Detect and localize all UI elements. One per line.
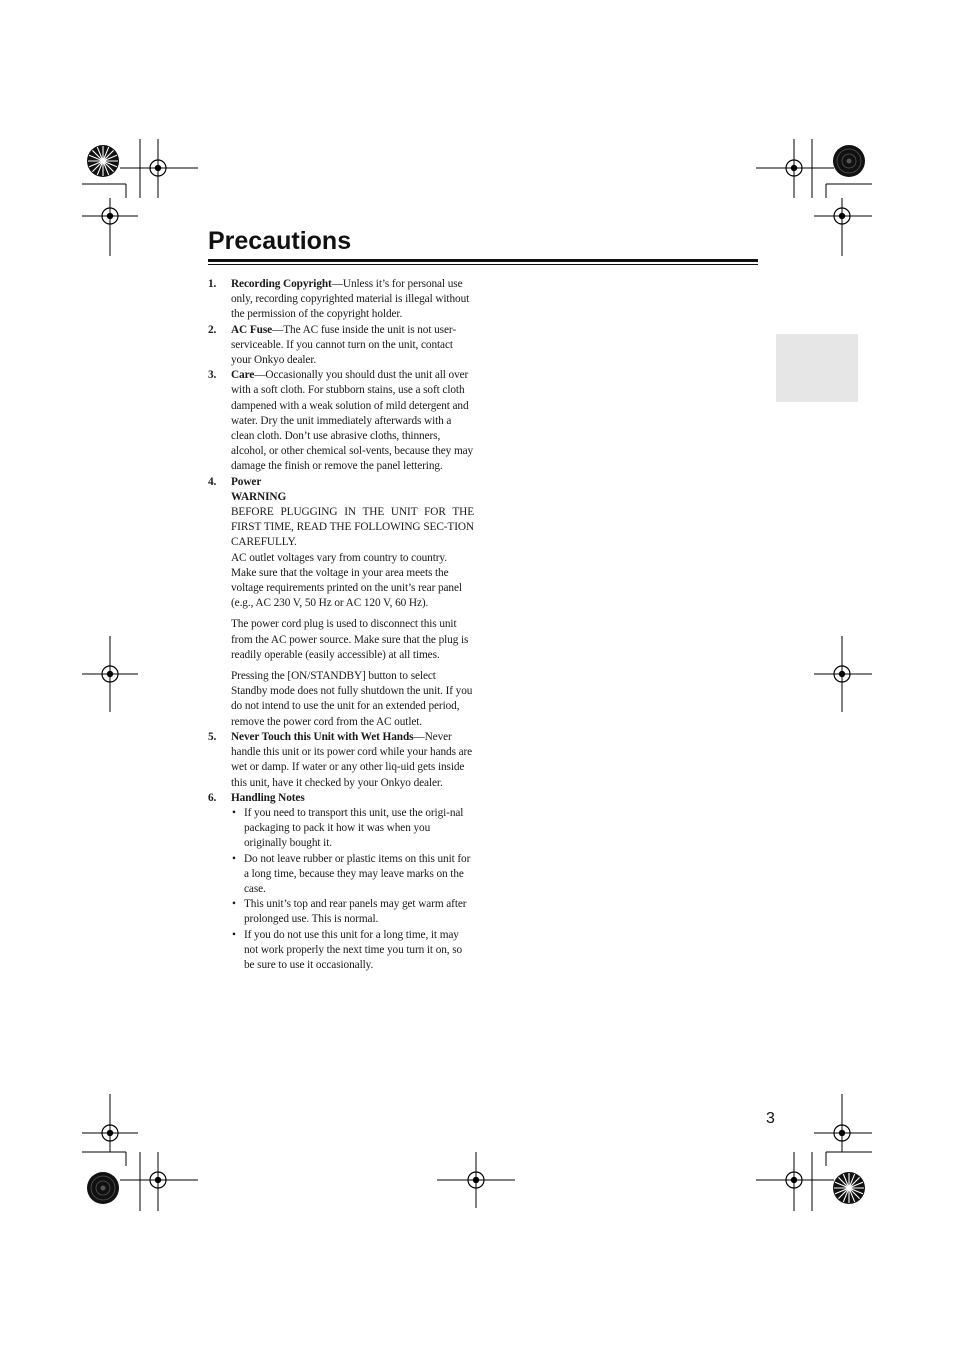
item-number: 5. bbox=[208, 730, 217, 743]
item-title: Handling Notes bbox=[231, 791, 305, 804]
page-title: Precautions bbox=[208, 227, 352, 255]
list-item bbox=[208, 368, 474, 474]
item-title: AC Fuse bbox=[231, 323, 273, 336]
page-number: 3 bbox=[766, 1110, 775, 1127]
bullet-item: • If you do not use this unit for a long time, it may not work properly the next time you turn it on, so be sure to use it occasionally. bbox=[231, 928, 474, 974]
bullet-item: • If you need to transport this unit, use the origi-nal packaging to pack it how it was when you originally bought it. bbox=[231, 806, 474, 852]
item-title: Recording Copyright bbox=[231, 278, 332, 290]
item-number: 1. bbox=[208, 278, 217, 290]
list-item bbox=[208, 323, 474, 369]
power-paragraph: Pressing the [ON/STANDBY] button to select Standby mode does not fully shutdown the unit. If you do not intend to use the unit for an extended period, remove the power cord from the AC outlet. bbox=[231, 670, 473, 728]
item-title: Never Touch this Unit with Wet Hands bbox=[231, 730, 414, 743]
precautions-list bbox=[208, 277, 474, 973]
item-number: 4. bbox=[208, 475, 217, 488]
bullet-item: • Do not leave rubber or plastic items on this unit for a long time, because they may leave marks on the case. bbox=[231, 852, 474, 898]
item-text: —Occasionally you should dust the unit all over with a soft cloth. For stubborn stains, use a soft cloth dampened with a weak solution of mild detergent and water. Dry the unit immediately afterwards with a clean cloth. Don’t use abrasive cloths, thinners, alcohol, or other chemical sol-vents, because they may damage the finish or remove the panel lettering. bbox=[231, 369, 474, 473]
side-tab bbox=[776, 334, 858, 402]
list-item bbox=[208, 730, 474, 791]
warning-text: BEFORE PLUGGING IN THE UNIT FOR THE FIRST TIME, READ THE FOLLOWING SEC-TION CAREFULLY. bbox=[231, 506, 474, 549]
item-text: —The AC fuse inside the unit is not user-serviceable. If you cannot turn on the unit, contact your Onkyo dealer. bbox=[231, 323, 456, 367]
bullet-item: • This unit’s top and rear panels may get warm after prolonged use. This is normal. bbox=[231, 897, 474, 927]
item-text: —Unless it’s for personal use only, recording copyrighted material is illegal without the permission of the copyright holder. bbox=[231, 278, 470, 321]
list-item bbox=[208, 475, 474, 730]
title-rule-thick bbox=[208, 259, 758, 262]
power-paragraph: The power cord plug is used to disconnect this unit from the AC power source. Make sure that the plug is readily operable (easily accessible) at all times. bbox=[231, 618, 469, 661]
list-item bbox=[208, 277, 474, 323]
item-number: 2. bbox=[208, 323, 217, 336]
item-number: 3. bbox=[208, 369, 217, 382]
title-rule-thin bbox=[208, 264, 758, 265]
power-paragraph: AC outlet voltages vary from country to country. Make sure that the voltage in your area meets the voltage requirements printed on the unit’s rear panel (e.g., AC 230 V, 50 Hz or AC 120 V, 60 Hz). bbox=[231, 551, 462, 610]
item-title: Power bbox=[231, 475, 262, 488]
item-title: Care bbox=[231, 369, 255, 382]
item-text: —Never handle this unit or its power cord while your hands are wet or damp. If water or any other liq-uid gets inside this unit, have it checked by your Onkyo dealer. bbox=[231, 730, 473, 789]
warning-label: WARNING bbox=[231, 490, 287, 503]
item-number: 6. bbox=[208, 791, 217, 804]
list-item bbox=[208, 791, 474, 973]
